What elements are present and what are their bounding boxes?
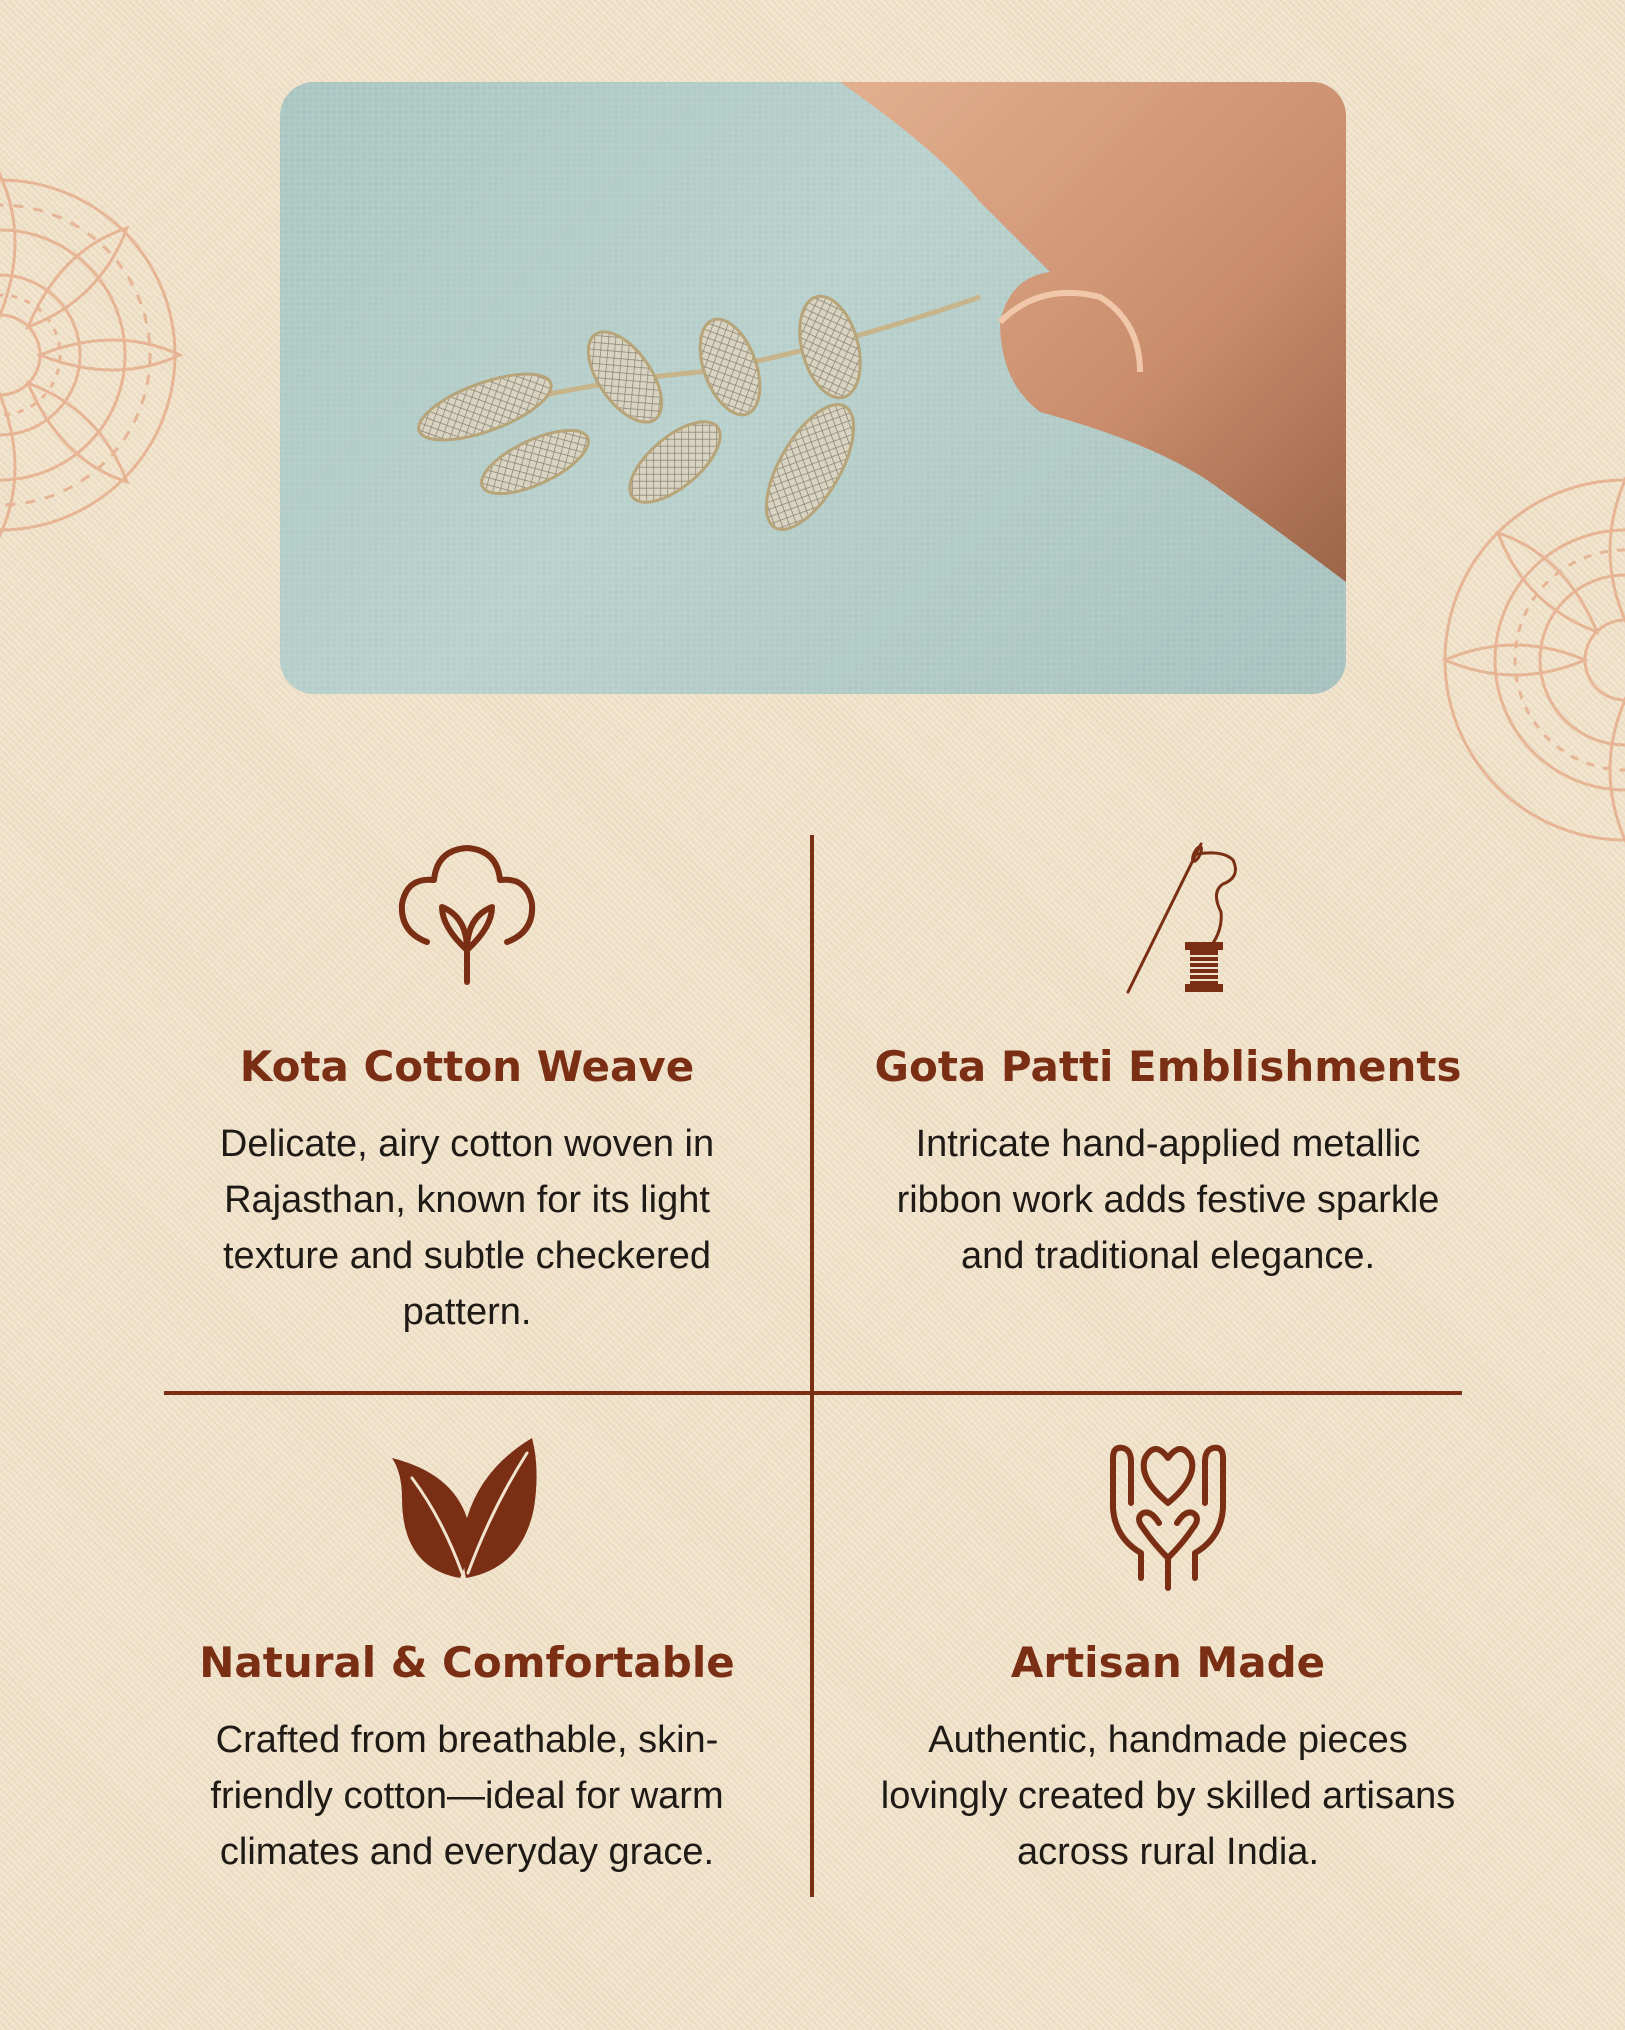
feature-description: Delicate, airy cotton woven in Rajasthan, known for its light texture and subtle checkered pattern. xyxy=(219,1123,715,1334)
leaves-icon xyxy=(382,1428,552,1598)
feature-title: Artisan Made xyxy=(1010,1638,1326,1687)
feature-natural-comfortable xyxy=(147,1428,787,1880)
feature-title: Kota Cotton Weave xyxy=(239,1042,695,1091)
feature-gota-patti xyxy=(848,832,1488,1284)
feature-description: Authentic, handmade pieces lovingly created by skilled artisans across rural India. xyxy=(880,1719,1456,1874)
grid-divider-horizontal xyxy=(164,1391,1462,1395)
feature-description: Intricate hand-applied metallic ribbon work adds festive sparkle and traditional elegance. xyxy=(896,1123,1440,1278)
grid-divider-vertical xyxy=(810,835,814,1897)
feature-kota-cotton-weave xyxy=(147,832,787,1340)
hands-heart-icon xyxy=(1083,1428,1253,1598)
feature-title: Gota Patti Emblishments xyxy=(874,1042,1462,1091)
cotton-flower-icon xyxy=(382,832,552,1002)
gota-patti-embroidery-photo xyxy=(280,82,1346,694)
feature-artisan-made xyxy=(848,1428,1488,1880)
needle-thread-spool-icon xyxy=(1083,832,1253,1002)
hero-embroidery-image xyxy=(280,82,1346,694)
feature-description: Crafted from breathable, skin-friendly cotton—ideal for warm climates and everyday grace. xyxy=(210,1719,724,1874)
mandala-decoration-right xyxy=(1415,440,1625,880)
mandala-decoration-left xyxy=(0,90,200,620)
feature-title: Natural & Comfortable xyxy=(199,1638,735,1687)
